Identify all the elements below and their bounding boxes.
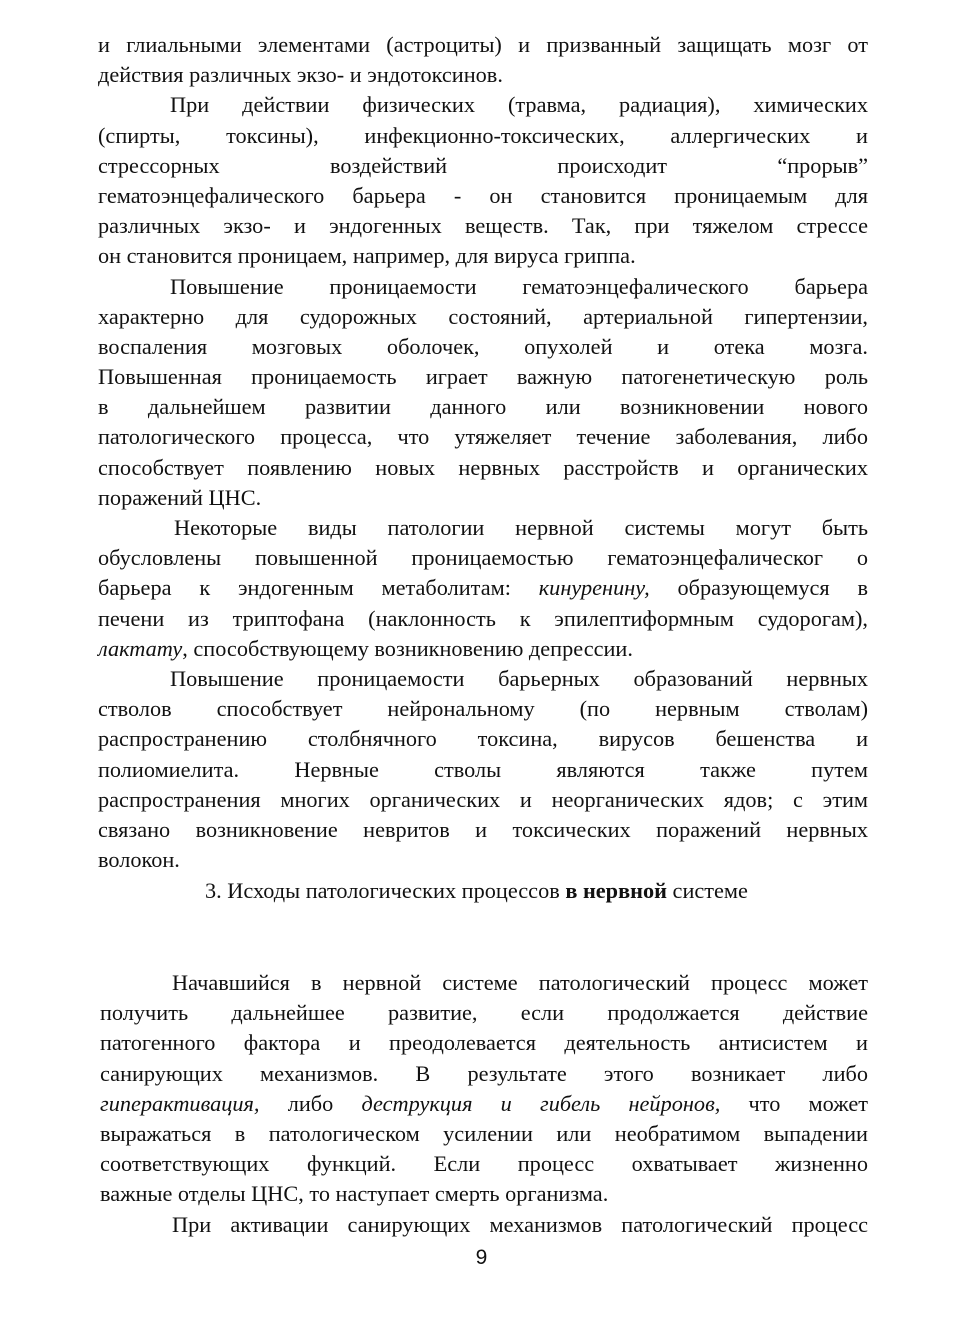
page-number: 9 [475,1246,488,1269]
para1-line-2: (спирты, токсины), инфекционно-токсических, аллергических и [98,122,868,148]
para2-line-4: Повышенная проницаемость играет важную патогенетическую роль [98,364,868,390]
para6-line-1: При активации санирующих механизмов патологический процесс [172,1211,868,1237]
para4-line-1: Повышение проницаемости барьерных образований нервных [170,665,868,691]
intro-line-1: и глиальными элементами (астроциты) и призванный защищать мозг от [98,32,868,57]
para5-line-8: важные отделы ЦНС, то наступает смерть организма. [100,1181,609,1207]
section-heading-text [205,876,748,906]
para5-term-hyperactivation: гиперактивация, [100,1090,260,1116]
para3-line-3 [98,573,868,603]
para3-line-3-start: барьера к эндогенным метаболитам: [98,575,539,601]
para4-line-6: связано возникновение невритов и токсических поражений нервных [98,816,868,842]
para5-line-5-end: что может [720,1090,868,1116]
para5-line-1: Начавшийся в нервной системе патологический процесс может [172,970,868,995]
para2-line-2: характерно для судорожных состояний, артериальной гипертензии, [98,303,868,329]
para3-line-5 [98,634,868,664]
para3-term-kynurenine: кинуренину, [538,575,650,601]
para4-line-3: распространению столбнячного токсина, вирусов бешенства и [98,726,868,752]
para3-line-2: обусловлены повышенной проницаемостью гематоэнцефалическог о [98,545,868,571]
para5-line-3: патогенного фактора и преодолевается деятельность антисистем и [100,1030,868,1056]
para4-line-7: волокон. [98,847,180,873]
para1-line-6: он становится проницаем, например, для вируса гриппа. [98,243,636,269]
para2-line-1: Повышение проницаемости гематоэнцефалического барьера [170,273,868,299]
para4-line-5: распространения многих органических и неорганических ядов; с этим [98,786,868,812]
heading-suffix: системе [666,878,748,903]
para1-line-5: различных экзо- и эндогенных веществ. Так, при тяжелом стрессе [98,213,868,239]
heading-prefix: 3. Исходы патологических процессов [205,878,566,903]
para2-line-3: воспаления мозговых оболочек, опухолей и отека мозга. [98,333,868,359]
text-block-lower [100,968,868,1240]
para1-line-1: При действии физических (травма, радиация), химических [170,92,868,118]
para2-line-5: в дальнейшем развитии данного или возникновении нового [98,394,868,420]
text-block-upper [98,30,868,875]
para1-line-4: гематоэнцефалического барьера - он становится проницаемым для [98,182,868,208]
para3-line-4: печени из триптофана (наклонность к эпилептиформным судорогам), [98,605,868,631]
para2-line-8: поражений ЦНС. [98,484,262,510]
para2-line-6: патологического процесса, что утяжеляет течение заболевания, либо [98,424,868,450]
para4-line-2: стволов способствует нейрональному (по нервным стволам) [98,696,868,722]
para5-line-2: получить дальнейшее развитие, если продолжается действие [100,1000,868,1026]
intro-line-2: действия различных экзо- и эндотоксинов. [98,62,503,88]
para5-term-destruction: деструкция и гибель нейронов, [361,1090,721,1116]
para5-line-5-mid: либо [259,1090,362,1116]
para3-line-5-end: , способствующему возникновению депрессии. [182,635,633,661]
para3-line-1: Некоторые виды патологии нервной системы могут быть [174,515,868,540]
para2-line-7: способствует появлению новых нервных расстройств и органических [98,454,868,480]
para5-line-4: санирующих механизмов. В результате этого возникает либо [100,1060,868,1086]
para4-line-4: полиомиелита. Нервные стволы являются также путем [98,756,868,782]
para3-term-lactate: лактату [98,635,183,661]
heading-bold: в нервной [565,878,667,903]
para5-line-7: соответствующих функций. Если процесс охватывает жизненно [100,1151,868,1177]
para5-line-6: выражаться в патологическом усилении или необратимом выпадении [100,1120,868,1146]
para3-line-3-end: образующемуся в [649,575,868,601]
para1-line-3: стрессорных воздействий происходит “прорыв” [98,152,868,178]
para5-line-5 [100,1089,868,1119]
